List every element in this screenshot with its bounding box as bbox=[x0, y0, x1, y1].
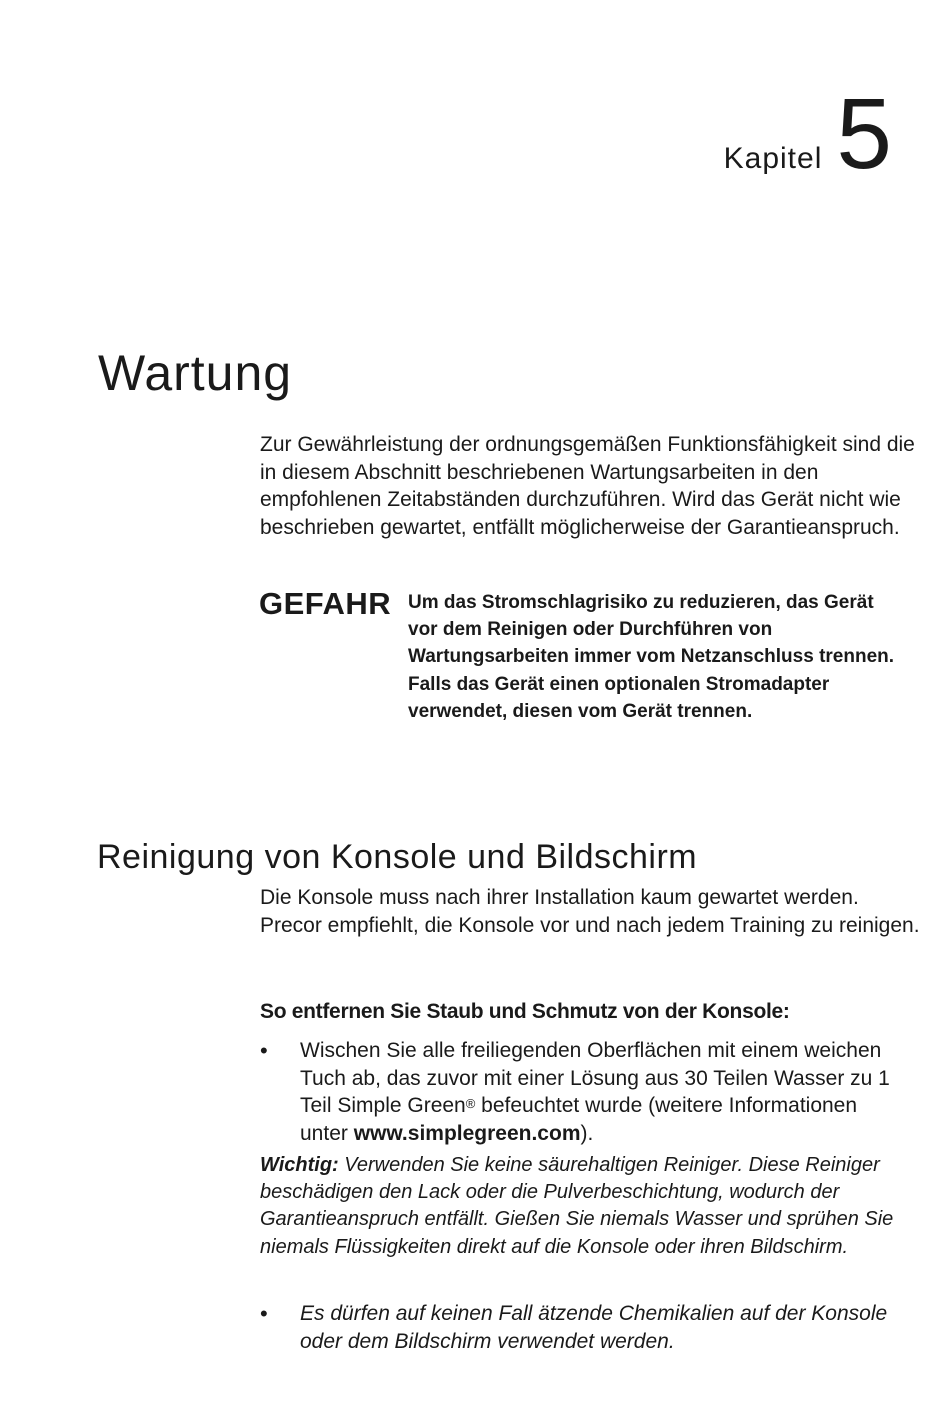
danger-label: GEFAHR bbox=[259, 586, 392, 621]
important-note bbox=[260, 1152, 910, 1261]
intro-paragraph: Zur Gewährleistung der ordnungsgemäßen Funktionsfähigkeit sind die in diesem Abschnitt beschriebenen Wartungsarbeiten in den empfohlenen Zeitabständen durchzuführen. Wird das Gerät nicht wie beschrieben gewartet, entfällt möglicherweise der Garantieanspruch. bbox=[260, 433, 915, 539]
list-item-text-start: Wischen Sie alle freiliegenden Oberflächen mit einem weichen Tuch ab, das zuvor mit einer Lösung aus 30 Teilen Wasser zu 1 Teil Simple Green bbox=[300, 1039, 890, 1117]
chapter-label: Kapitel bbox=[723, 142, 823, 175]
note-text: Verwenden Sie keine säurehaltigen Reiniger. Diese Reiniger beschädigen den Lack oder die Pulverbeschichtung, wodurch der Garantieanspruch entfällt. Gießen Sie niemals Wasser und sprühen Sie niemals Flüssigkeiten direkt auf die Konsole oder ihren Bildschirm. bbox=[260, 1154, 894, 1258]
chapter-heading bbox=[723, 78, 892, 190]
list-item-text-end: ). bbox=[580, 1121, 594, 1145]
section-intro: Die Konsole muss nach ihrer Installation kaum gewartet werden. Precor empfiehlt, die Konsole vor und nach jedem Training zu reinigen. bbox=[260, 886, 920, 937]
page-title: Wartung bbox=[98, 345, 293, 401]
registered-mark: ® bbox=[465, 1096, 476, 1111]
list-item-text-middle: befeuchtet wurde (weitere Informationen unter bbox=[300, 1094, 858, 1145]
section-heading: Reinigung von Konsole und Bildschirm bbox=[97, 838, 698, 876]
website-link[interactable]: www.simplegreen.com bbox=[353, 1121, 581, 1145]
list-item-text: Es dürfen auf keinen Fall ätzende Chemikalien auf der Konsole oder dem Bildschirm verwendet werden. bbox=[300, 1302, 888, 1353]
note-label: Wichtig: bbox=[260, 1154, 339, 1176]
procedure-heading: So entfernen Sie Staub und Schmutz von der Konsole: bbox=[260, 1000, 790, 1023]
list-item-text bbox=[300, 1037, 900, 1147]
list-item bbox=[260, 1300, 900, 1355]
bullet-icon: • bbox=[260, 1301, 268, 1326]
list-item bbox=[260, 1037, 900, 1147]
danger-text: Um das Stromschlagrisiko zu reduzieren, das Gerät vor dem Reinigen oder Durchführen von Wartungsarbeiten immer vom Netzanschluss trennen. Falls das Gerät einen optionalen Stromadapter verwendet, diesen vom Gerät trennen. bbox=[408, 592, 895, 722]
chapter-number: 5 bbox=[836, 78, 892, 190]
bullet-icon: • bbox=[260, 1038, 268, 1063]
